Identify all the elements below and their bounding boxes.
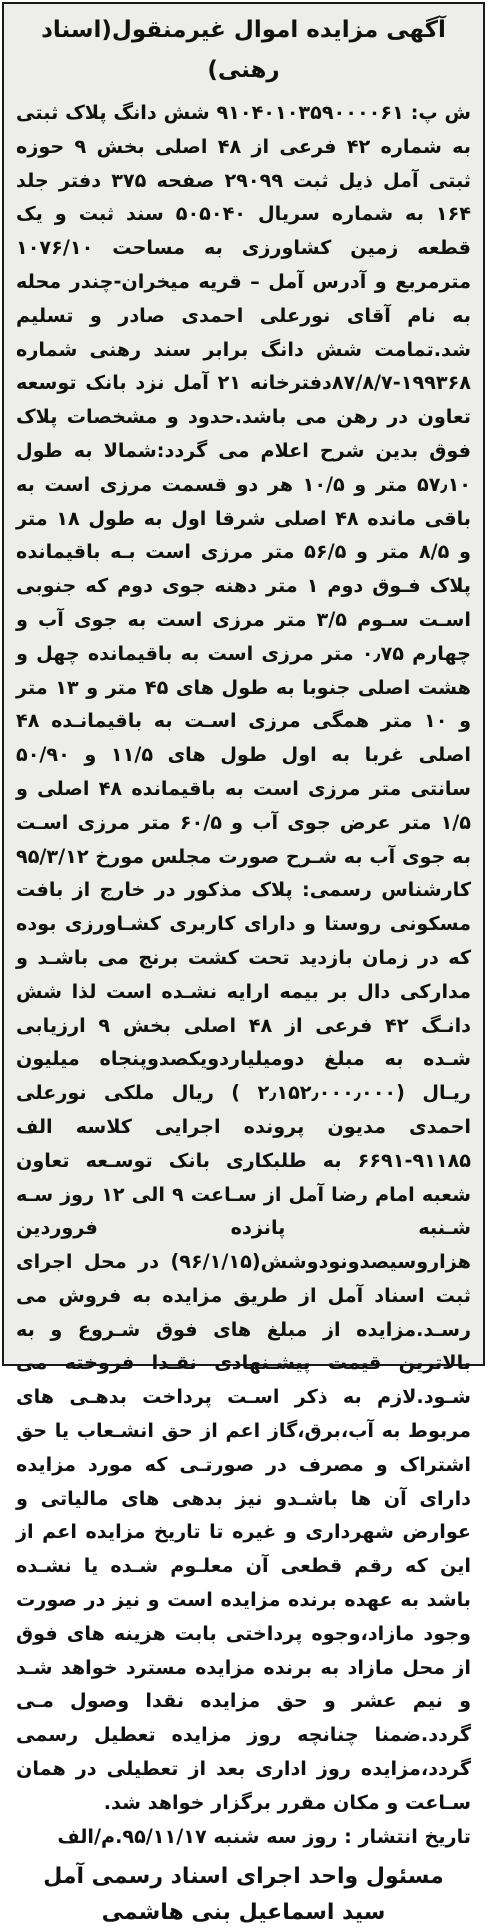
signature-block — [4, 1859, 483, 1931]
notice-body-paragraph: ش پ: ۹۱۰۴۰۱۰۳۵۹۰۰۰۰۶۱ شش دانگ پلاک ثبتی به شماره ۴۲ فرعی از ۴۸ اصلی بخش ۹ حوزه ثبتی آمل ذیل ثبت ۲۹۰۹۹ صفحه ۳۷۵ دفتر جلد ۱۶۴ به شماره سریال ۵۰۵۰۴۰ سند ثبت و یک قطعه زمین کشاورزی به مساحت ۱۰۷۶/۱۰ مترمربع و آدرس آمل – قریه میخران-چندر محله به نام آقای نورعلی احمدی صادر و تسلیم شد.تمامت شش دانگ برابر سند رهنی شماره ۱۹۹۳۶۸-۸۷/۸/۷دفترخانه ۲۱ آمل نزد بانک توسعه تعاون در رهن می باشد.حدود و مشخصات پلاک فوق بدین شرح اعلام می گردد:شمالا به طول ۵۷٫۱۰ متر و ۱۰/۵ هر دو قسمت مرزی است به باقی مانده ۴۸ اصلی شرقا اول به طول ۱۸ متر و ۸/۵ متر و ۵۶/۵ متر مرزی است بـه باقیمانده پلاک فـوق دوم ۱ متر دهنه جوی دوم که جنوبی اسـت سـوم ۳/۵ متر مرزی است به جوی آب و چهارم ۰٫۷۵ متر مرزی است به باقیمانده چهل و هشت اصلی جنوبا به طول های ۴۵ متر و ۱۳ متر و ۱۰ متر همگی مرزی اسـت به باقیمانـده ۴۸ اصلی غربا به اول طول های ۱۱/۵ و ۵۰/۹۰ سانتی متر مرزی است به باقیمانده ۴۸ اصلی و ۱/۵ متر عرض جوی آب و ۶۰/۵ متر مرزی اسـت به جوی آب به شـرح صورت مجلس مورخ ۹۵/۳/۱۲ کارشناس رسمی: پلاک مذکور در خارج از بافت مسکونی روستا و دارای کاربری کشـاورزی بوده که در زمان بازدید تحت کشت برنج می باشـد و مدارکی دال بر بیمه ارایه نشـده است لذا شش دانـگ ۴۲ فرعی از ۴۸ اصلی بخش ۹ ارزیابی شـده به مبلغ دومیلیاردویکصدوپنجاه میلیون ریـال (۲٫۱۵۲٫۰۰۰٫۰۰۰ ) ریال ملکی نورعلی احمدی مدیون پرونده اجرایی کلاسه الف ۹۱۱۸۵-۶۶۹۱ به طلبکاری بانک توسـعه تعاون شعبه امام رضا آمل از سـاعت ۹ الی ۱۲ روز سـه شـنبه پانزده فروردین هزاروسیصدونودوشش(۹۶/۱/۱۵) در محل اجرای ثبت اسناد آمل از طریق مزایده به فروش می رسـد.مزایده از مبلغ های فوق شـروع و به بالاترین قیمت پیشـنهادی نقـدا فروخته می شـود.لازم به ذکر اسـت پرداخت بدهـی های مربوط به آب،برق،گاز اعم از حق انشـعاب یا حق اشتراک و مصرف در صورتـی که مورد مزایده دارای آن ها باشـدو نیز بدهی های مالیاتی و عوارض شهرداری و غیره تا تاریخ مزایده اعم از این که رقم قطعی آن معلـوم شـده یا نشـده باشد به عهده برنده مزایده است و نیز در صورت وجود مازاد،وجوه پرداختی بابت هزینه های فوق از محل مازاد به برنده مزایده مسترد خواهد شـد و نیم عشر و حق مزایده نقدا وصول مـی گردد.ضمنا چنانچه روز مزایده تعطیل رسمی گردد،مزایده روز اداری بعد از تعطیلی در همان سـاعت و مکان مقرر برگزار خواهد شد. — [16, 101, 472, 1814]
notice-body — [16, 96, 471, 1820]
signature-title: مسئول واحد اجرای اسناد رسمی آمل — [43, 1864, 444, 1890]
publish-date: تاریخ انتشار : روز سه شنبه ۹۵/۱۱/۱۷.م/الف — [57, 1824, 471, 1848]
notice-title: آگهی مزایده اموال غیرمنقول(اسناد رهنی) — [41, 17, 446, 83]
auction-notice — [2, 2, 485, 1926]
signature-name: سید اسماعیل بنی هاشمی — [101, 1900, 386, 1926]
